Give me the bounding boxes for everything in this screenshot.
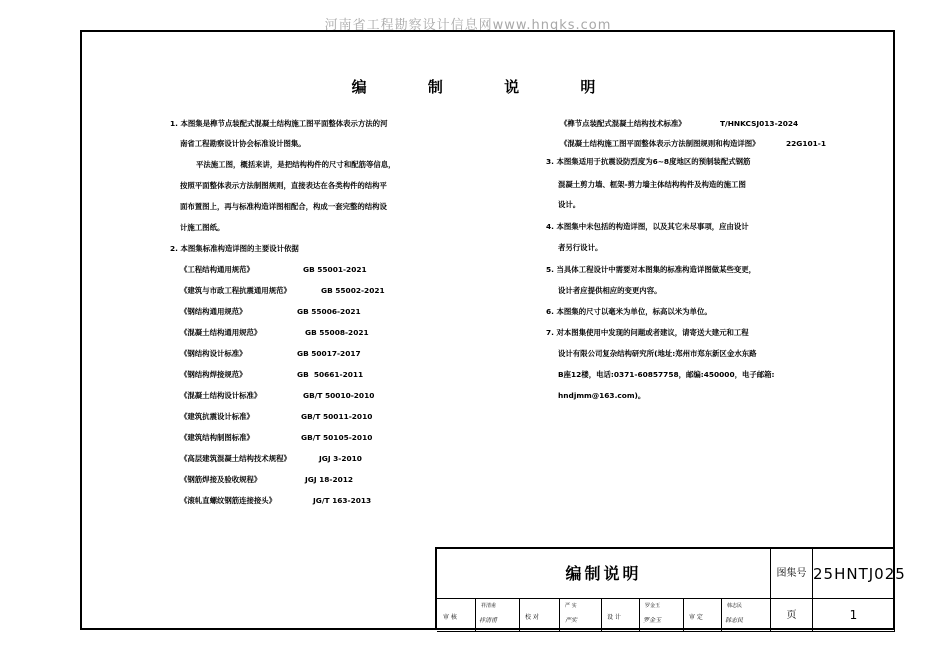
standard-code: GB/T 50011-2010 xyxy=(301,412,373,421)
note-3-line-3: 设计。 xyxy=(558,200,581,209)
page-number: 1 xyxy=(813,599,895,632)
note-1-line-3: 平法施工图，概括来讲，是把结构构件的尺寸和配筋等信息， xyxy=(196,160,396,169)
note-7-email: hndjmm@163.com)。 xyxy=(558,391,646,400)
role-name: 罗金玉 xyxy=(645,603,661,609)
note-6: 6. 本图集的尺寸以毫米为单位，标高以米为单位。 xyxy=(546,307,712,316)
note-1-line-1: 1. 本图集是榫节点装配式混凝土结构施工图平面整体表示方法的河 xyxy=(170,119,388,128)
divider xyxy=(639,599,640,632)
standard-name: 《滚轧直螺纹钢筋连接接头》 xyxy=(180,496,277,505)
page-label: 页 xyxy=(771,599,813,632)
reference-code: 22G101-1 xyxy=(786,139,826,148)
atlas-number-label: 图集号 xyxy=(771,549,813,599)
role-name: 严 实 xyxy=(565,603,577,609)
standard-code: GB 55002-2021 xyxy=(321,286,385,295)
standard-name: 《钢结构焊接规范》 xyxy=(180,370,247,379)
watermark-url[interactable]: www.hnqks.com xyxy=(492,18,612,33)
standard-name: 《钢结构设计标准》 xyxy=(180,349,247,358)
role-label: 审 核 xyxy=(443,614,457,621)
role-name: 韩志民 xyxy=(727,603,743,609)
role-label: 设 计 xyxy=(607,614,621,621)
divider xyxy=(519,599,520,632)
signature: 祥清甫 xyxy=(479,617,498,624)
standard-code: GB 55001-2021 xyxy=(303,265,367,274)
reference-name: 《榫节点装配式混凝土结构技术标准》 xyxy=(560,119,686,128)
reference-code: T/HNKCSJ013-2024 xyxy=(720,119,799,128)
reference-name: 《混凝土结构施工图平面整体表示方法制图规则和构造详图》 xyxy=(560,139,760,148)
divider xyxy=(475,599,476,632)
divider xyxy=(683,599,684,632)
note-2-heading: 2. 本图集标准构造详图的主要设计依据 xyxy=(170,244,299,253)
standard-name: 《钢筋焊接及验收规程》 xyxy=(180,475,262,484)
role-label: 校 对 xyxy=(525,614,539,621)
standard-name: 《工程结构通用规范》 xyxy=(180,265,254,274)
divider xyxy=(601,599,602,632)
standard-code: JG/T 163-2013 xyxy=(313,496,372,505)
watermark-text: 河南省工程勘察设计信息网 xyxy=(324,18,493,33)
standard-code: JGJ 18-2012 xyxy=(305,475,354,484)
standard-code: GB 50017-2017 xyxy=(297,349,361,358)
note-3-line-1: 3. 本图集适用于抗震设防烈度为6~8度地区的预制装配式钢筋 xyxy=(546,157,751,166)
standard-code: GB/T 50010-2010 xyxy=(303,391,375,400)
standard-code: GB 50661-2011 xyxy=(297,370,364,379)
signature: 罗金玉 xyxy=(643,617,662,624)
note-1-line-2: 南省工程勘察设计协会标准设计图集。 xyxy=(180,139,306,148)
role-name: 祥清甫 xyxy=(481,603,497,609)
signature: 严实 xyxy=(565,617,578,624)
standard-name: 《高层建筑混凝土结构技术规程》 xyxy=(180,454,291,463)
note-1-line-5: 面布置图上，再与标准构造详图相配合，构成一套完整的结构设 xyxy=(180,202,387,211)
note-5-line-2: 设计者应提供相应的变更内容。 xyxy=(558,286,662,295)
standard-name: 《建筑与市政工程抗震通用规范》 xyxy=(180,286,291,295)
divider xyxy=(559,599,560,632)
standard-name: 《混凝土结构设计标准》 xyxy=(180,391,262,400)
title-block xyxy=(435,547,906,630)
note-4-line-1: 4. 本图集中未包括的构造详图，以及其它未尽事项，应由设计 xyxy=(546,222,749,231)
divider xyxy=(721,599,722,632)
note-7-line-2: 设计有限公司复杂结构研究所(地址:郑州市郑东新区金水东路 xyxy=(558,349,757,358)
standard-code: GB/T 50105-2010 xyxy=(301,433,373,442)
note-7-line-3: B座12楼，电话:0371-60857758，邮编:450000，电子邮箱: xyxy=(558,370,775,379)
note-3-line-2: 混凝土剪力墙、框架-剪力墙主体结构构件及构造的施工图 xyxy=(558,180,746,189)
page-title: 编 制 说 明 xyxy=(351,78,624,96)
standard-name: 《建筑抗震设计标准》 xyxy=(180,412,254,421)
standard-name: 《混凝土结构通用规范》 xyxy=(180,328,262,337)
signature: 韩志民 xyxy=(725,617,744,624)
note-1-line-6: 计施工图纸。 xyxy=(180,223,225,232)
note-4-line-2: 者另行设计。 xyxy=(558,243,603,252)
standard-code: JGJ 3-2010 xyxy=(319,454,362,463)
role-label: 审 定 xyxy=(689,614,703,621)
standard-name: 《建筑结构制图标准》 xyxy=(180,433,254,442)
standard-code: GB 55006-2021 xyxy=(297,307,361,316)
standard-code: GB 55008-2021 xyxy=(305,328,369,337)
atlas-number: 25HNTJ025 xyxy=(813,549,895,599)
note-1-line-4: 按照平面整体表示方法制图规则，直接表达在各类构件的结构平 xyxy=(180,181,387,190)
note-5-line-1: 5. 当具体工程设计中需要对本图集的标准构造详图做某些变更， xyxy=(546,265,757,274)
title-block-title: 编制说明 xyxy=(437,549,771,599)
note-7-line-1: 7. 对本图集使用中发现的问题或者建议，请寄送大建元和工程 xyxy=(546,328,749,337)
standard-name: 《钢结构通用规范》 xyxy=(180,307,247,316)
